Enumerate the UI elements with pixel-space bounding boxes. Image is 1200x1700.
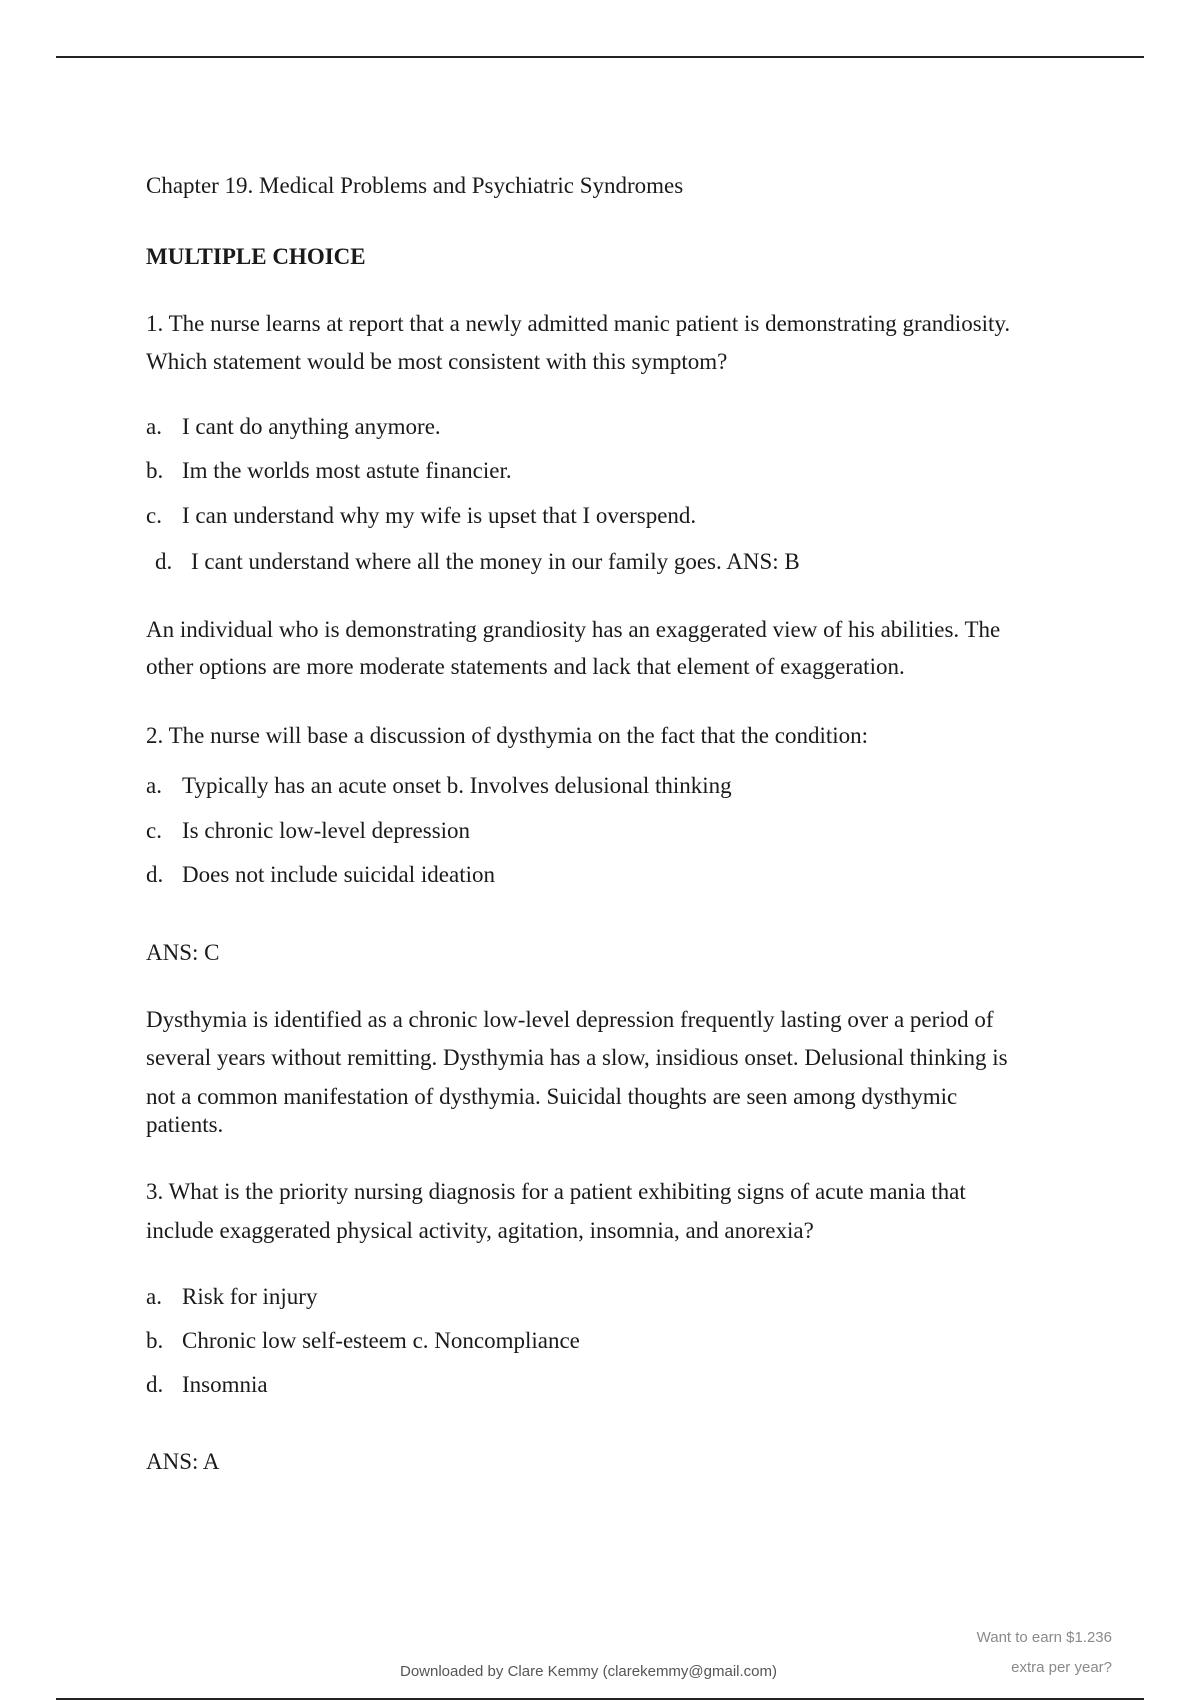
option-text: Risk for injury — [182, 1284, 318, 1309]
option-letter: a. — [146, 1284, 162, 1309]
option-letter: a. — [146, 414, 162, 439]
question-2-stem: 2. The nurse will base a discussion of dysthymia on the fact that the condition: — [146, 723, 869, 748]
option-letter: b. — [146, 1328, 164, 1353]
promo-line2[interactable]: extra per year? — [1011, 1659, 1112, 1676]
option-text: Does not include suicidal ideation — [182, 862, 495, 887]
option-text: Im the worlds most astute financier. — [182, 458, 512, 483]
question-3-option-d — [146, 1371, 268, 1399]
question-3-stem-line1: 3. What is the priority nursing diagnosis for a patient exhibiting signs of acute mania that — [146, 1179, 966, 1204]
question-2-option-c — [146, 817, 470, 845]
option-text: Chronic low self-esteem c. Noncompliance — [182, 1328, 580, 1353]
option-letter: a. — [146, 773, 162, 798]
top-rule — [56, 56, 1144, 58]
option-letter: d. — [146, 862, 164, 887]
option-text: Typically has an acute onset b. Involves delusional thinking — [182, 773, 732, 798]
question-1-stem-line1: 1. The nurse learns at report that a newly admitted manic patient is demonstrating grandiosity. — [146, 311, 1011, 336]
question-2-option-a — [146, 772, 732, 800]
question-1-rationale-line1: An individual who is demonstrating grandiosity has an exaggerated view of his abilities. The — [146, 617, 1001, 642]
option-letter: d. — [155, 549, 173, 574]
question-3-option-a — [146, 1283, 317, 1311]
question-3-option-b — [146, 1327, 580, 1355]
question-1-option-a — [146, 413, 441, 441]
question-2-rationale-line4: patients. — [146, 1112, 224, 1137]
question-2-rationale-line1: Dysthymia is identified as a chronic low-level depression frequently lasting over a period of — [146, 1007, 994, 1032]
question-2-rationale-line3: not a common manifestation of dysthymia. Suicidal thoughts are seen among dysthymic — [146, 1084, 958, 1109]
question-1-rationale-line2: other options are more moderate statements and lack that element of exaggeration. — [146, 654, 905, 679]
promo-line1[interactable]: Want to earn $1.236 — [976, 1629, 1112, 1646]
question-1-stem-line2: Which statement would be most consistent with this symptom? — [146, 349, 728, 374]
option-text: I cant do anything anymore. — [182, 414, 441, 439]
question-3-stem-line2: include exaggerated physical activity, agitation, insomnia, and anorexia? — [146, 1218, 814, 1243]
chapter-title: Chapter 19. Medical Problems and Psychiatric Syndromes — [146, 173, 684, 198]
option-text: I can understand why my wife is upset that I overspend. — [182, 503, 697, 528]
question-1-option-b — [146, 457, 512, 485]
question-2-option-d — [146, 861, 495, 889]
option-letter: d. — [146, 1372, 164, 1397]
option-text: Is chronic low-level depression — [182, 818, 471, 843]
question-2-answer: ANS: C — [146, 940, 220, 965]
question-1-option-d — [146, 548, 800, 576]
option-letter: c. — [146, 818, 162, 843]
option-text: I cant understand where all the money in our family goes. ANS: B — [191, 549, 800, 574]
question-2-rationale-line2: several years without remitting. Dysthymia has a slow, insidious onset. Delusional thinking is — [146, 1045, 1008, 1070]
section-heading: MULTIPLE CHOICE — [146, 244, 366, 269]
option-text: Insomnia — [182, 1372, 268, 1397]
question-3-answer: ANS: A — [146, 1449, 220, 1474]
option-letter: b. — [146, 458, 164, 483]
question-1-option-c — [146, 502, 696, 530]
option-letter: c. — [146, 503, 162, 528]
download-attribution: Downloaded by Clare Kemmy (clarekemmy@gmail.com) — [400, 1663, 777, 1680]
